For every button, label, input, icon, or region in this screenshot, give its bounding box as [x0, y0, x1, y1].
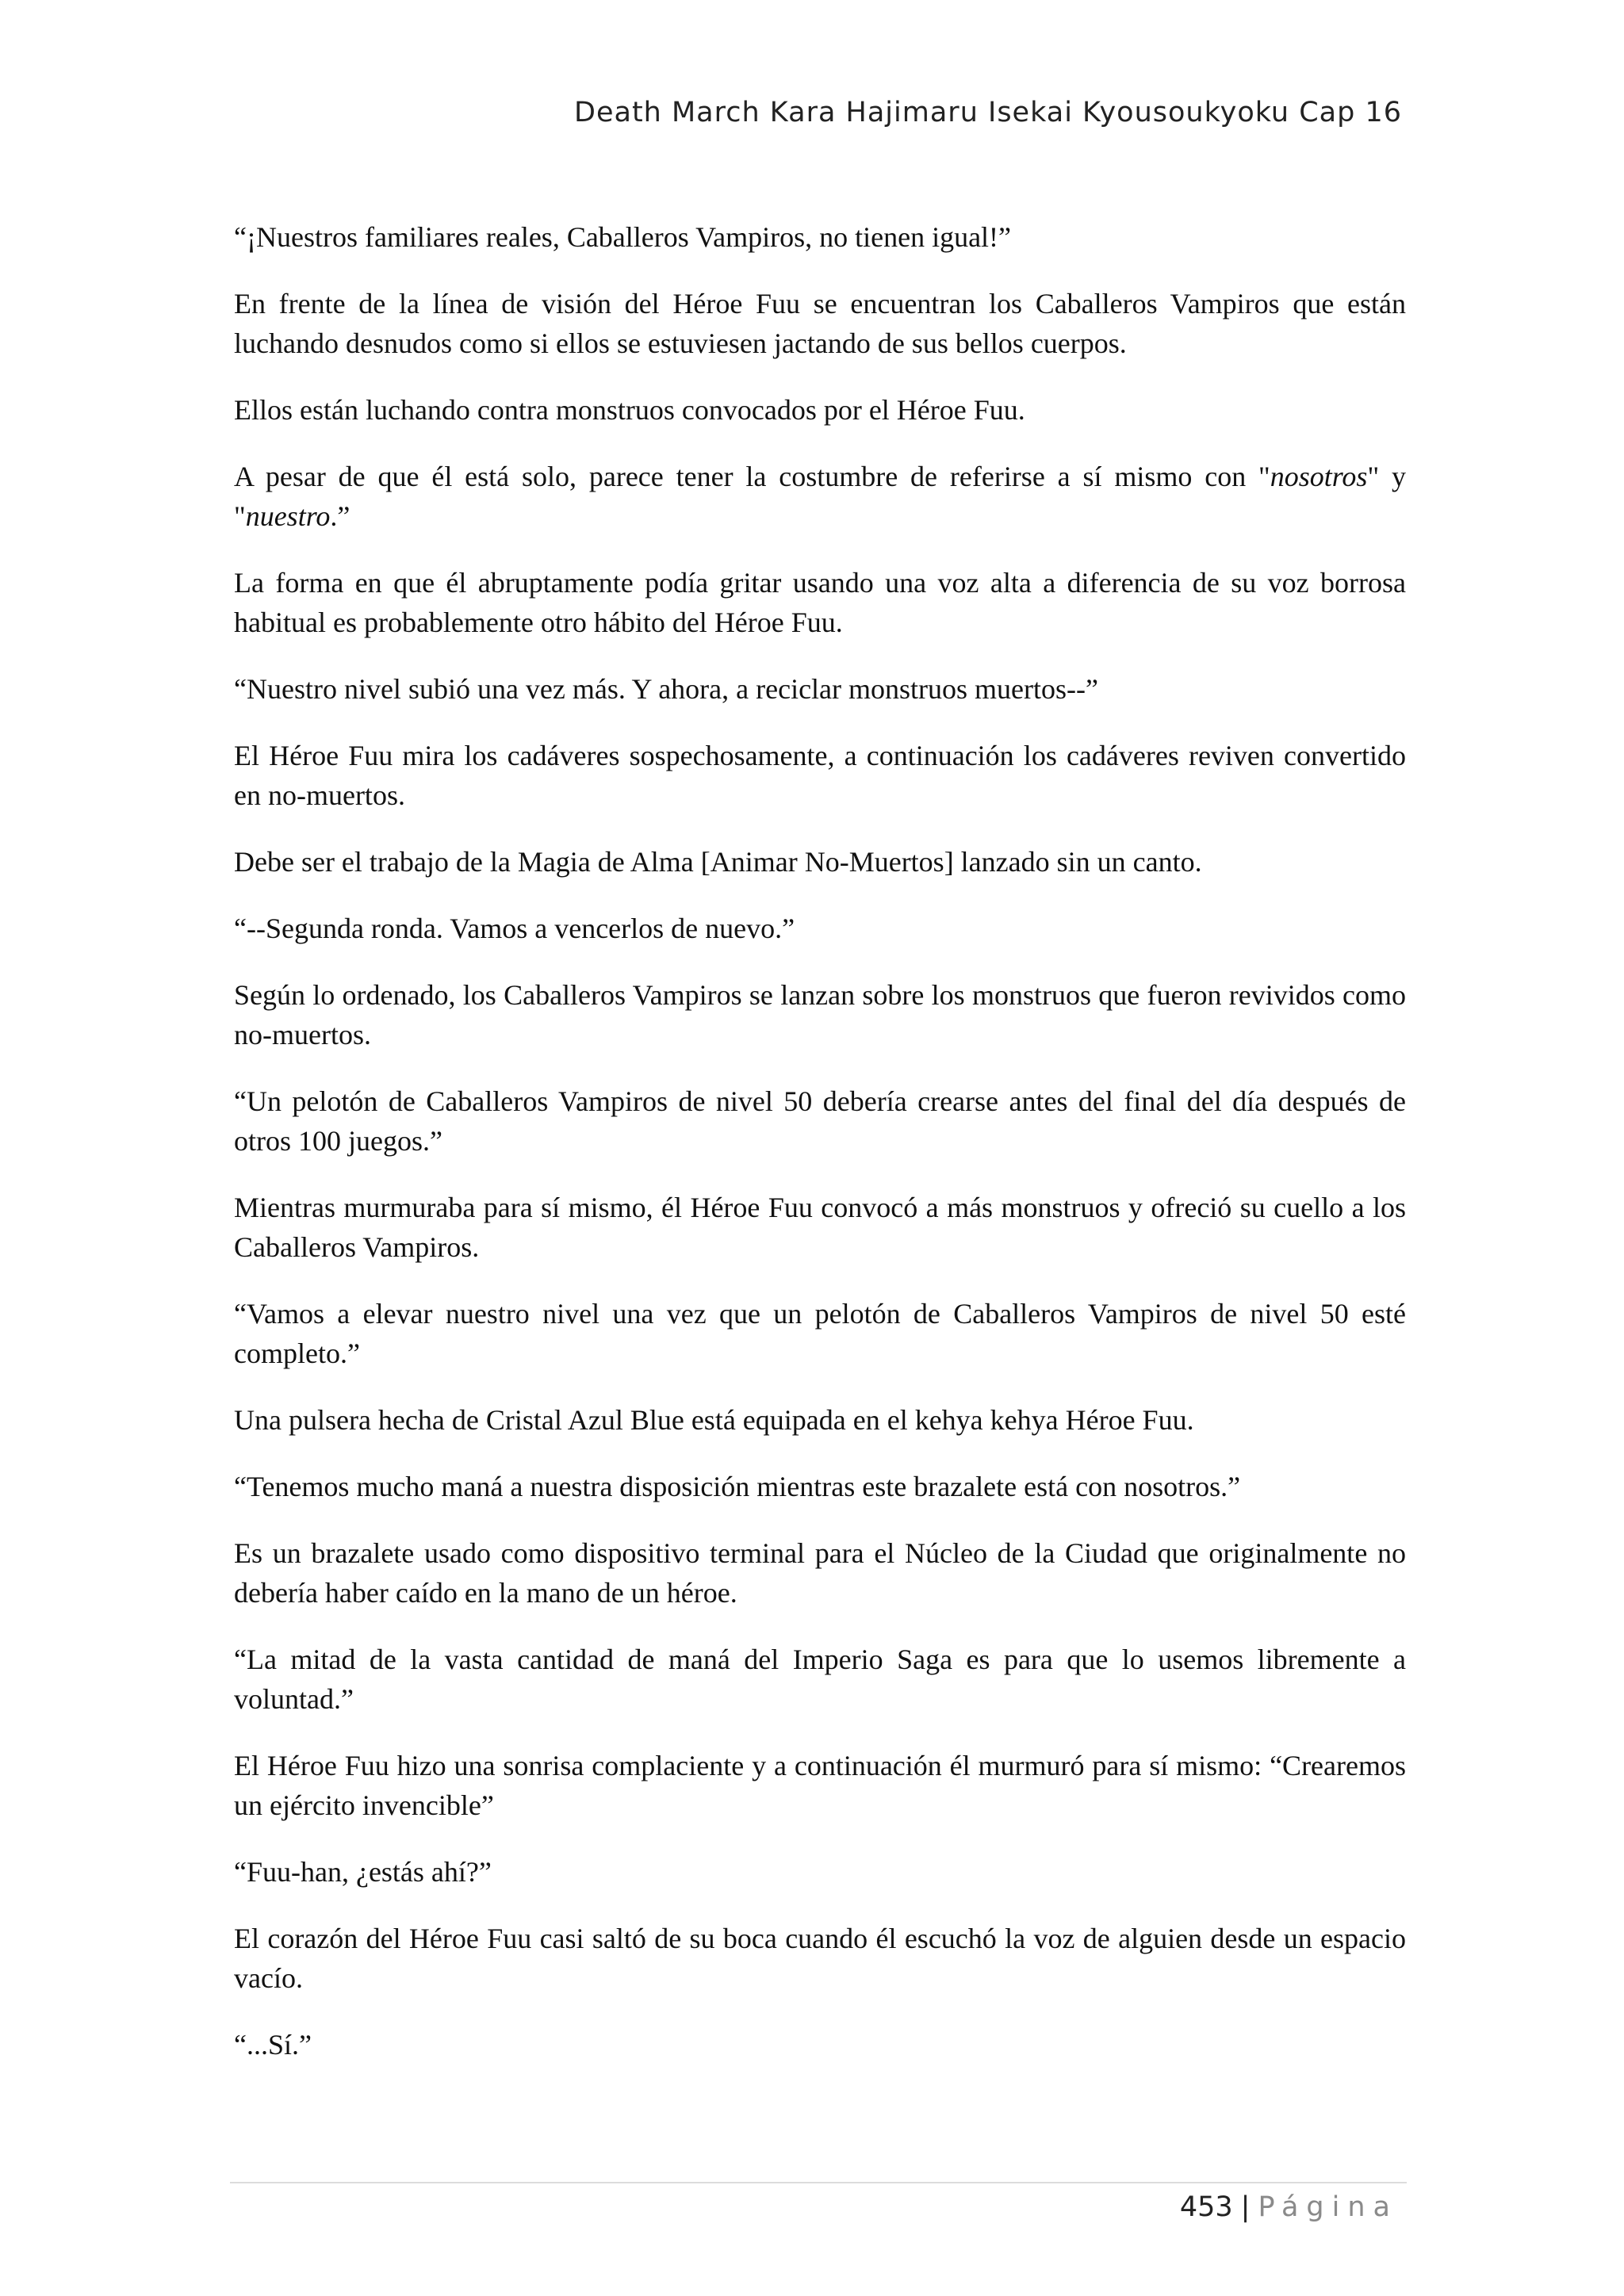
paragraph: “Vamos a elevar nuestro nivel una vez que un pelotón de Caballeros Vampiros de nivel 50 esté completo.”: [234, 1298, 1406, 1369]
page-number: 453: [1179, 2191, 1233, 2223]
paragraph: La forma en que él abruptamente podía gritar usando una voz alta a diferencia de su voz borrosa habitual es probablemente otro hábito del Héroe Fuu.: [234, 567, 1406, 638]
paragraph: [234, 457, 1406, 536]
paragraph-text: " y ": [234, 461, 1407, 532]
paragraph-text: .”: [330, 500, 350, 532]
paragraph: “Nuestro nivel subió una vez más. Y ahora, a reciclar monstruos muertos--”: [234, 673, 1098, 705]
paragraph: Según lo ordenado, los Caballeros Vampiros se lanzan sobre los monstruos que fueron revividos como no-muertos.: [234, 979, 1406, 1050]
paragraph: “...Sí.”: [234, 2029, 312, 2061]
paragraph: “Un pelotón de Caballeros Vampiros de nivel 50 debería crearse antes del final del día después de otros 100 juegos.”: [234, 1085, 1406, 1157]
paragraph: Ellos están luchando contra monstruos convocados por el Héroe Fuu.: [234, 394, 1025, 426]
document-body: [234, 217, 1406, 2091]
paragraph: “Fuu-han, ¿estás ahí?”: [234, 1856, 492, 1888]
italic-word: nosotros: [1270, 461, 1368, 492]
paragraph: El Héroe Fuu mira los cadáveres sospechosamente, a continuación los cadáveres reviven convertido en no-muertos.: [234, 740, 1406, 811]
paragraph: Mientras murmuraba para sí mismo, él Héroe Fuu convocó a más monstruos y ofreció su cuello a los Caballeros Vampiros.: [234, 1192, 1406, 1263]
paragraph: Es un brazalete usado como dispositivo terminal para el Núcleo de la Ciudad que originalmente no debería haber caído en la mano de un héroe.: [234, 1537, 1406, 1609]
paragraph: Una pulsera hecha de Cristal Azul Blue está equipada en el kehya kehya Héroe Fuu.: [234, 1404, 1194, 1436]
paragraph: El corazón del Héroe Fuu casi saltó de su boca cuando él escuchó la voz de alguien desde un espacio vacío.: [234, 1923, 1406, 1994]
page-label: Página: [1258, 2191, 1398, 2223]
paragraph: “La mitad de la vasta cantidad de maná del Imperio Saga es para que lo usemos libremente a voluntad.”: [234, 1644, 1406, 1715]
footer-separator: |: [1240, 2191, 1251, 2223]
paragraph-text: A pesar de que él está solo, parece tener la costumbre de referirse a sí mismo con ": [234, 461, 1270, 492]
paragraph: El Héroe Fuu hizo una sonrisa complaciente y a continuación él murmuró para sí mismo: “Crearemos un ejército invencible”: [234, 1750, 1406, 1821]
paragraph: En frente de la línea de visión del Héroe Fuu se encuentran los Caballeros Vampiros que están luchando desnudos como si ellos se estuviesen jactando de sus bellos cuerpos.: [234, 288, 1406, 359]
italic-word: nuestro: [245, 500, 331, 532]
page-footer: [1180, 2191, 1398, 2223]
paragraph: Debe ser el trabajo de la Magia de Alma [Animar No-Muertos] lanzado sin un canto.: [234, 846, 1202, 878]
paragraph: “¡Nuestros familiares reales, Caballeros Vampiros, no tienen igual!”: [234, 221, 1012, 253]
running-header: Death March Kara Hajimaru Isekai Kyousoukyoku Cap 16: [574, 97, 1402, 128]
paragraph: “--Segunda ronda. Vamos a vencerlos de nuevo.”: [234, 913, 795, 944]
footer-divider: [230, 2182, 1407, 2183]
paragraph: “Tenemos mucho maná a nuestra disposición mientras este brazalete está con nosotros.”: [234, 1471, 1241, 1502]
